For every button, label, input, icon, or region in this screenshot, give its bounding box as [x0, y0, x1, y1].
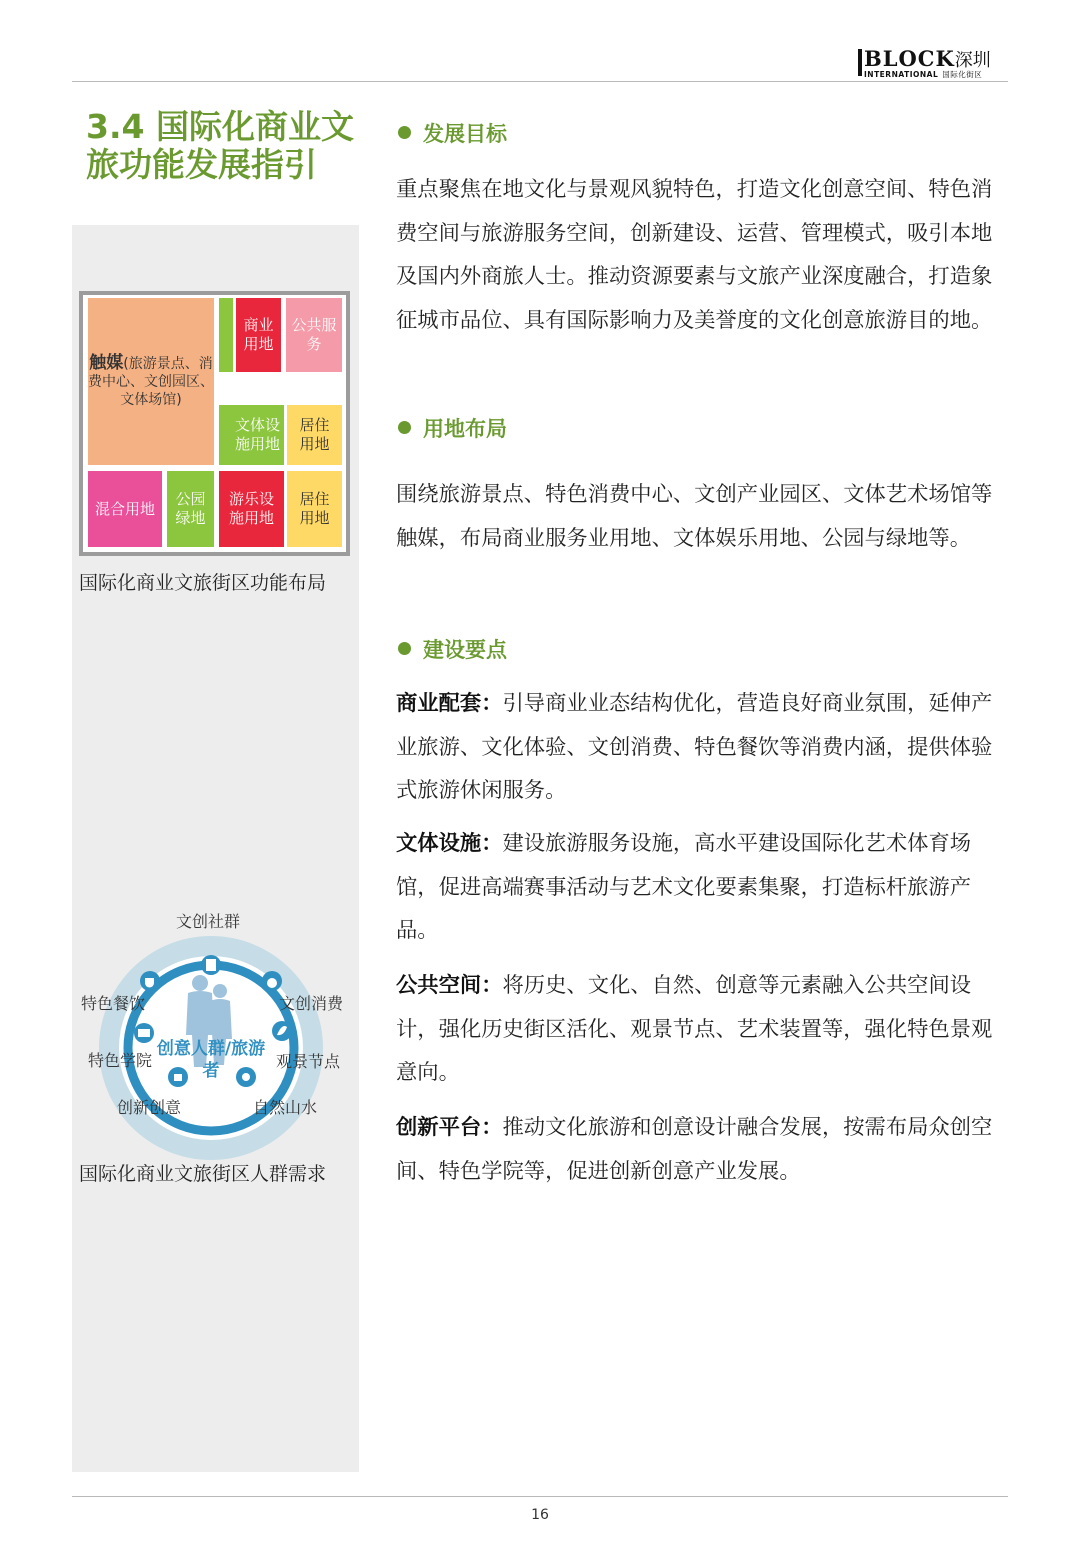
heading-goal-text: 发展目标 — [423, 122, 507, 146]
key-point-text: 将历史、文化、自然、创意等元素融入公共空间设计，强化历史街区活化、观景节点、艺术装置等，强化特色景观意向。 — [396, 973, 993, 1085]
bullet-dot-icon — [398, 642, 411, 655]
block-public-service: 公共服务 — [286, 298, 342, 372]
header-divider — [72, 81, 1008, 82]
bullet-dot-icon — [398, 421, 411, 434]
block-park: 公园绿地 — [167, 471, 214, 547]
logo-cn: 深圳 — [954, 50, 991, 71]
paragraph-goal: 重点聚焦在地文化与景观风貌特色，打造文化创意空间、特色消费空间与旅游服务空间，创新建设、运营、管理模式，吸引本地及国内外商旅人士。推动资源要素与文旅产业深度融合，打造象征城市品位、具有国际影响力及美誉度的文化创意旅游目的地。 — [396, 177, 993, 333]
ring-center-label: 创意人群/旅游者 — [156, 1039, 266, 1081]
block-culture-sports — [219, 405, 284, 465]
ring-label-right-top: 文创消费 — [279, 994, 344, 1013]
key-point-commercial — [396, 682, 1008, 813]
footer-divider — [72, 1496, 1008, 1497]
heading-layout — [398, 413, 507, 443]
heading-goal — [398, 118, 507, 148]
section-title: 3.4 国际化商业文旅功能发展指引 — [86, 107, 354, 184]
land-use-canvas — [83, 295, 346, 552]
ring-label-left-top: 特色餐饮 — [81, 994, 146, 1013]
ring-label-right-mid: 观景节点 — [276, 1052, 341, 1071]
touch-media-label: 触媒 — [89, 353, 124, 373]
ring-label-left-mid: 特色学院 — [88, 1051, 153, 1070]
logo-line-2 — [858, 69, 982, 80]
key-point-text: 建设旅游服务设施，高水平建设国际化艺术体育场馆，促进高端赛事活动与艺术文化要素集聚，打造标杆旅游产品。 — [396, 831, 972, 943]
block-entertainment: 游乐设施用地 — [219, 471, 284, 547]
ring-label-right-bottom: 自然山水 — [253, 1098, 318, 1117]
page-number: 16 — [531, 1507, 549, 1523]
header-logo — [858, 46, 1008, 80]
block-commercial: 商业用地 — [236, 298, 281, 372]
key-point-label: 文体设施： — [396, 831, 503, 856]
key-point-public-space — [396, 964, 1008, 1095]
key-point-label: 公共空间： — [396, 973, 503, 998]
touch-media-desc: (旅游景点、消费中心、文创园区、文体场馆) — [88, 356, 214, 408]
key-point-text: 引导商业业态结构优化，营造良好商业氛围，延伸产业旅游、文化体验、文创消费、特色餐饮等消费内涵，提供体验式旅游休闲服务。 — [396, 691, 993, 803]
land-map-caption: 国际化商业文旅街区功能布局 — [79, 572, 327, 594]
key-point-label: 创新平台： — [396, 1115, 503, 1140]
key-point-culture-sports — [396, 822, 1008, 953]
ring-label-left-bottom: 创新创意 — [117, 1098, 182, 1117]
paragraph-layout: 围绕旅游景点、特色消费中心、文创产业园区、文体艺术场馆等触媒，布局商业服务业用地、文体娱乐用地、公园与绿地等。 — [396, 482, 993, 551]
heading-layout-text: 用地布局 — [423, 417, 507, 441]
block-touch-media — [88, 298, 214, 465]
heading-key-points-text: 建设要点 — [423, 638, 507, 662]
key-point-text: 推动文化旅游和创意设计融合发展，按需布局众创空间、特色学院等，促进创新创意产业发展。 — [396, 1115, 993, 1184]
block-residential-1: 居住用地 — [287, 405, 342, 465]
ring-caption: 国际化商业文旅街区人群需求 — [79, 1163, 327, 1185]
land-use-diagram — [79, 291, 350, 556]
logo-latin: BLOCK — [864, 46, 955, 71]
block-residential-2: 居住用地 — [287, 471, 342, 547]
key-point-innovation — [396, 1106, 1008, 1193]
ring-label-top: 文创社群 — [176, 912, 241, 931]
key-point-label: 商业配套： — [396, 691, 503, 716]
bullet-dot-icon — [398, 126, 411, 139]
logo-cn-2: 国际化街区 — [942, 70, 983, 79]
block-mixed: 混合用地 — [88, 471, 162, 547]
culture-sports-label: 文体设施用地 — [234, 416, 280, 453]
logo-latin-2: INTERNATIONAL — [864, 70, 939, 79]
block-green-strip — [219, 298, 233, 372]
heading-key-points — [398, 634, 507, 664]
